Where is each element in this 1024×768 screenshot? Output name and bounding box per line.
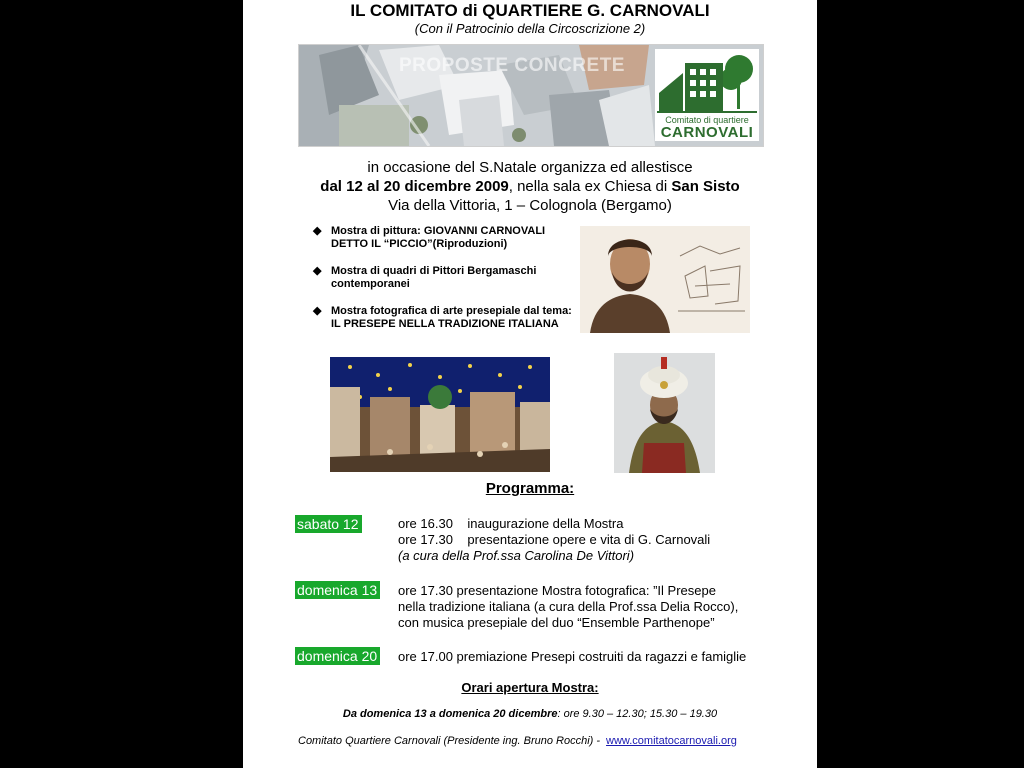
carnovali-portrait-image (580, 226, 750, 333)
day-badge-sabato-12: sabato 12 (295, 515, 362, 533)
diamond-bullet-icon: ◆ (313, 225, 322, 237)
list-item: ◆ Mostra di quadri di Pittori Bergamaschi contemporanei (313, 265, 537, 290)
opening-hours (243, 708, 817, 720)
event-dates: dal 12 al 20 dicembre 2009 (320, 178, 509, 195)
intro-dates-line (243, 178, 817, 195)
exhibit-list (313, 225, 573, 345)
opening-days: Da domenica 13 a domenica 20 dicembre (342, 708, 558, 720)
website-link[interactable]: www.comitatocarnovali.org (606, 735, 737, 747)
list-item: ◆ Mostra di pittura: GIOVANNI CARNOVALI DETTO IL “PICCIO”(Riproduzioni) (313, 225, 546, 250)
banner-image (298, 44, 764, 147)
day-badge-domenica-20: domenica 20 (295, 647, 380, 665)
day-events: ore 17.30 presentazione Mostra fotografica: ”Il Presepe nella tradizione italiana (a cura della Prof.ssa Delia Rocco), con musica presepiale del duo “Ensemble Parthenope” (398, 583, 739, 630)
venue-address: Via della Vittoria, 1 – Colognola (Bergamo) (388, 197, 672, 214)
list-item: ◆ Mostra fotografica di arte presepiale dal tema: IL PRESEPE NELLA TRADIZIONE ITALIANA (313, 305, 572, 330)
day-events: ore 17.00 premiazione Presepi costruiti da ragazzi e famiglie (398, 649, 747, 664)
program-title: Programma: (485, 480, 575, 497)
intro-line1: in occasione del S.Natale organizza ed allestisce (367, 159, 693, 176)
flyer-page (243, 0, 817, 768)
day-events: ore 16.30 inaugurazione della Mostra ore 17.30 presentazione opere e vita di G. Carnovali (a cura della Prof.ssa Carolina De Vittori) (398, 516, 711, 563)
page-title: IL COMITATO di QUARTIERE G. CARNOVALI (350, 1, 710, 20)
footer (298, 735, 737, 747)
banner-overlay-text: PROPOSTE CONCRETE (399, 55, 625, 76)
logo-name: CARNOVALI (660, 124, 754, 141)
venue-name: San Sisto (671, 178, 740, 195)
venue-prefix: , nella sala ex Chiesa di (508, 178, 672, 195)
committee-logo (655, 49, 759, 141)
day-badge-domenica-13: domenica 13 (295, 581, 380, 599)
building-tree-icon (655, 49, 759, 115)
logo-caption: Comitato di quartiere (665, 115, 749, 125)
diamond-bullet-icon: ◆ (313, 305, 322, 317)
opening-times: : ore 9.30 – 12.30; 15.30 – 19.30 (557, 708, 718, 720)
opening-hours-title: Orari apertura Mostra: (461, 680, 599, 695)
nativity-scene-image (330, 357, 550, 472)
footer-text: Comitato Quartiere Carnovali (Presidente ing. Bruno Rocchi) - (298, 735, 601, 747)
figurine-image (614, 353, 715, 473)
page-subtitle: (Con il Patrocinio della Circoscrizione 2) (414, 21, 646, 36)
diamond-bullet-icon: ◆ (313, 265, 322, 277)
